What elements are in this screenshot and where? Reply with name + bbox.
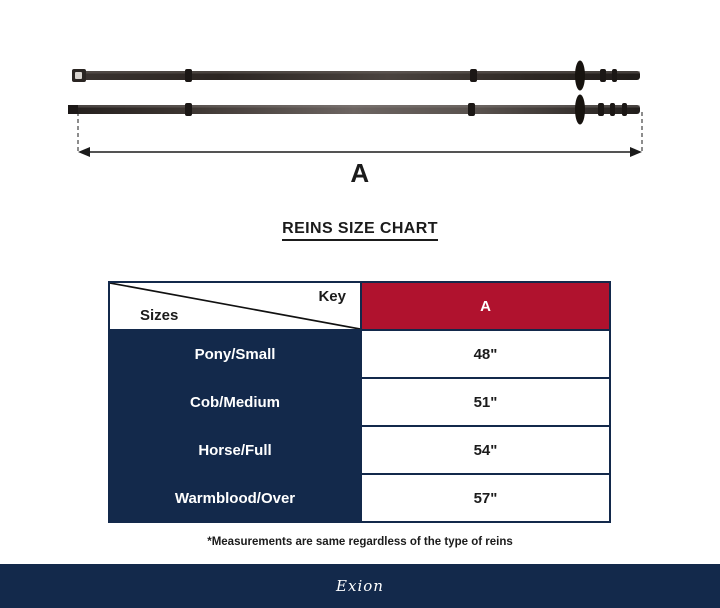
table-header-row — [109, 282, 610, 330]
table-row — [109, 330, 610, 378]
size-label-horse-full: Horse/Full — [109, 426, 361, 474]
brand-footer — [0, 564, 720, 608]
value-a-pony-small: 48" — [361, 330, 610, 378]
brand-logo: Exion — [336, 577, 384, 595]
measurement-footnote: *Measurements are same regardless of the type of reins — [207, 536, 513, 548]
corner-sizes-label: Sizes — [140, 307, 179, 324]
table-row — [109, 426, 610, 474]
table-row — [109, 474, 610, 522]
size-label-warmblood-over: Warmblood/Over — [109, 474, 361, 522]
dimension-arrow-a — [78, 147, 642, 157]
size-table — [108, 281, 611, 523]
dimension-label-a: A — [350, 158, 370, 188]
value-a-horse-full: 54" — [361, 426, 610, 474]
size-label-pony-small: Pony/Small — [109, 330, 361, 378]
size-label-cob-medium: Cob/Medium — [109, 378, 361, 426]
page-title — [0, 220, 720, 238]
table-corner-cell — [109, 282, 361, 330]
column-header-a: A — [361, 282, 610, 330]
rein-strap-top — [72, 61, 640, 91]
reins-diagram — [0, 0, 720, 210]
size-table-container — [108, 281, 611, 523]
corner-key-label: Key — [318, 288, 346, 305]
rein-strap-bottom — [68, 95, 640, 125]
value-a-warmblood-over: 57" — [361, 474, 610, 522]
page-title-text: REINS SIZE CHART — [282, 220, 438, 241]
table-row — [109, 378, 610, 426]
value-a-cob-medium: 51" — [361, 378, 610, 426]
